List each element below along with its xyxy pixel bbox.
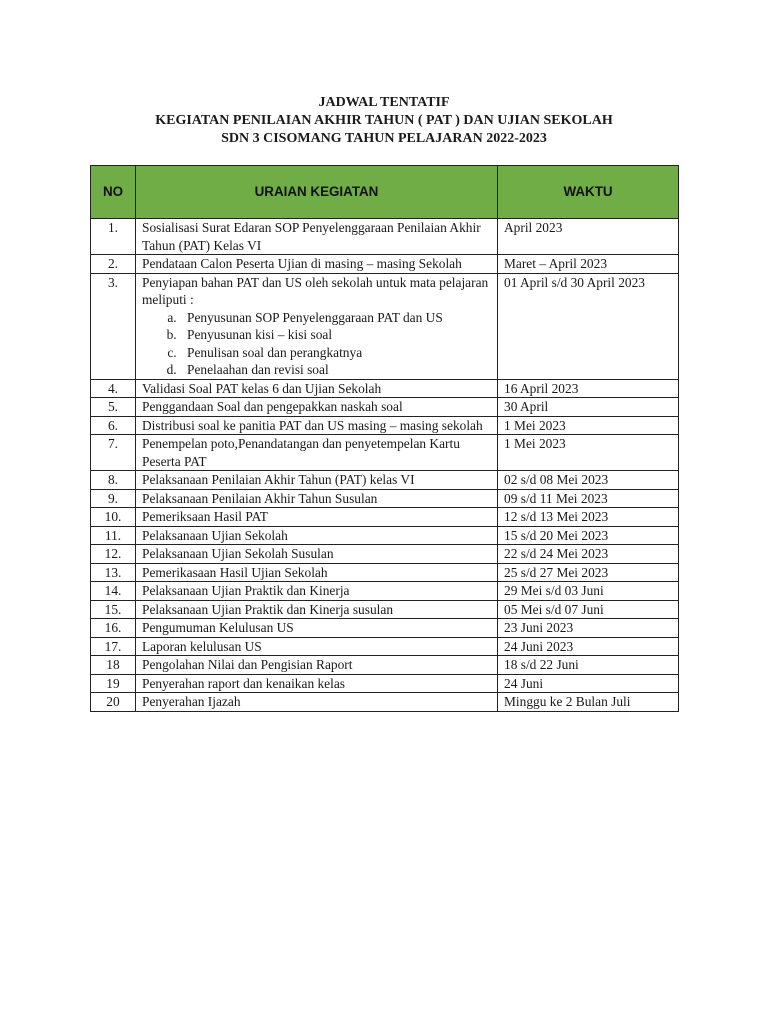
row-kegiatan — [136, 563, 498, 582]
row-number: 5. — [91, 398, 136, 417]
kegiatan-text: Distribusi soal ke panitia PAT dan US masing – masing sekolah — [142, 417, 483, 433]
table-row — [91, 379, 679, 398]
row-number: 11. — [91, 526, 136, 545]
row-waktu: 1 Mei 2023 — [498, 435, 679, 471]
row-kegiatan — [136, 255, 498, 274]
row-number: 6. — [91, 416, 136, 435]
table-row — [91, 435, 679, 471]
row-number: 13. — [91, 563, 136, 582]
title-line-2: KEGIATAN PENILAIAN AKHIR TAHUN ( PAT ) DAN UJIAN SEKOLAH — [155, 113, 613, 128]
row-waktu: 16 April 2023 — [498, 379, 679, 398]
row-number: 1. — [91, 219, 136, 255]
row-number: 3. — [91, 273, 136, 379]
row-kegiatan — [136, 545, 498, 564]
row-waktu: 09 s/d 11 Mei 2023 — [498, 489, 679, 508]
row-kegiatan — [136, 416, 498, 435]
sublist-item: d. Penelaahan dan revisi soal — [180, 361, 491, 379]
row-waktu: 23 Juni 2023 — [498, 619, 679, 638]
table-header-row — [91, 166, 679, 219]
row-kegiatan — [136, 637, 498, 656]
title-line-1: JADWAL TENTATIF — [318, 95, 450, 110]
kegiatan-sublist — [142, 309, 491, 379]
header-kegiatan: URAIAN KEGIATAN — [136, 166, 498, 219]
table-row — [91, 582, 679, 601]
row-number: 9. — [91, 489, 136, 508]
row-waktu: 05 Mei s/d 07 Juni — [498, 600, 679, 619]
table-row — [91, 508, 679, 527]
kegiatan-text: Pengolahan Nilai dan Pengisian Raport — [142, 657, 353, 672]
row-kegiatan — [136, 379, 498, 398]
row-waktu: 25 s/d 27 Mei 2023 — [498, 563, 679, 582]
kegiatan-text: Laporan kelulusan US — [142, 638, 262, 654]
kegiatan-text: Penyerahan raport dan kenaikan kelas — [142, 675, 346, 691]
row-number: 4. — [91, 379, 136, 398]
kegiatan-text: Validasi Soal PAT kelas 6 dan Ujian Sekolah — [142, 380, 382, 396]
row-number: 20 — [91, 693, 136, 712]
kegiatan-text: Penempelan poto,Penandatangan dan penyetempelan Kartu Peserta PAT — [142, 436, 460, 469]
row-kegiatan — [136, 435, 498, 471]
row-waktu: April 2023 — [498, 219, 679, 255]
row-number: 18 — [91, 656, 136, 675]
document-title — [0, 94, 768, 148]
table-row — [91, 619, 679, 638]
schedule-table — [90, 165, 679, 712]
kegiatan-text: Pelaksanaan Ujian Praktik dan Kinerja susulan — [142, 601, 394, 617]
table-row — [91, 637, 679, 656]
table-row — [91, 656, 679, 675]
kegiatan-text: Sosialisasi Surat Edaran SOP Penyelenggaraan Penilaian Akhir Tahun (PAT) Kelas VI — [142, 220, 481, 253]
row-number: 2. — [91, 255, 136, 274]
row-kegiatan — [136, 489, 498, 508]
kegiatan-text: Pelaksanaan Penilaian Akhir Tahun Susulan — [142, 490, 378, 506]
kegiatan-text: Pelaksanaan Ujian Sekolah Susulan — [142, 546, 334, 561]
kegiatan-text: Pendataan Calon Peserta Ujian di masing – masing Sekolah — [142, 256, 462, 271]
table-row — [91, 600, 679, 619]
row-kegiatan — [136, 600, 498, 619]
row-kegiatan — [136, 693, 498, 712]
table-row — [91, 674, 679, 693]
row-waktu: 24 Juni — [498, 674, 679, 693]
table-row — [91, 693, 679, 712]
table-row — [91, 219, 679, 255]
row-waktu: Maret – April 2023 — [498, 255, 679, 274]
sublist-item: a. Penyusunan SOP Penyelenggaraan PAT dan US — [180, 309, 491, 327]
kegiatan-text: Pelaksanaan Penilaian Akhir Tahun (PAT) kelas VI — [142, 472, 415, 487]
table-row — [91, 489, 679, 508]
row-kegiatan — [136, 398, 498, 417]
table-row — [91, 545, 679, 564]
kegiatan-text: Pelaksanaan Ujian Sekolah — [142, 527, 288, 543]
row-number: 7. — [91, 435, 136, 471]
row-waktu: 24 Juni 2023 — [498, 637, 679, 656]
row-number: 12. — [91, 545, 136, 564]
table-row — [91, 526, 679, 545]
table-row — [91, 416, 679, 435]
row-kegiatan — [136, 656, 498, 675]
row-kegiatan — [136, 219, 498, 255]
kegiatan-text: Penyerahan Ijazah — [142, 694, 241, 709]
kegiatan-text: Penyiapan bahan PAT dan US oleh sekolah untuk mata pelajaran meliputi : — [142, 274, 489, 307]
table-row — [91, 471, 679, 490]
row-kegiatan — [136, 619, 498, 638]
title-line-3: SDN 3 CISOMANG TAHUN PELAJARAN 2022-2023 — [221, 131, 547, 146]
table-row — [91, 563, 679, 582]
row-waktu: Minggu ke 2 Bulan Juli — [498, 693, 679, 712]
row-number: 16. — [91, 619, 136, 638]
row-number: 8. — [91, 471, 136, 490]
kegiatan-text: Pelaksanaan Ujian Praktik dan Kinerja — [142, 583, 350, 598]
row-kegiatan — [136, 674, 498, 693]
sublist-item: c. Penulisan soal dan perangkatnya — [180, 344, 491, 362]
row-waktu: 01 April s/d 30 April 2023 — [498, 273, 679, 379]
table-row — [91, 273, 679, 379]
header-waktu: WAKTU — [498, 166, 679, 219]
row-waktu: 15 s/d 20 Mei 2023 — [498, 526, 679, 545]
row-kegiatan — [136, 471, 498, 490]
row-number: 17. — [91, 637, 136, 656]
row-number: 10. — [91, 508, 136, 527]
kegiatan-text: Penggandaan Soal dan pengepakkan naskah soal — [142, 399, 403, 414]
table-body — [91, 219, 679, 712]
row-waktu: 18 s/d 22 Juni — [498, 656, 679, 675]
kegiatan-text: Pengumuman Kelulusan US — [142, 620, 294, 635]
kegiatan-text: Pemerikasaan Hasil Ujian Sekolah — [142, 564, 328, 580]
row-waktu: 1 Mei 2023 — [498, 416, 679, 435]
row-number: 19 — [91, 674, 136, 693]
row-number: 14. — [91, 582, 136, 601]
row-waktu: 29 Mei s/d 03 Juni — [498, 582, 679, 601]
table-row — [91, 398, 679, 417]
row-kegiatan — [136, 582, 498, 601]
row-kegiatan — [136, 273, 498, 379]
header-no: NO — [91, 166, 136, 219]
row-waktu: 22 s/d 24 Mei 2023 — [498, 545, 679, 564]
row-waktu: 02 s/d 08 Mei 2023 — [498, 471, 679, 490]
row-waktu: 12 s/d 13 Mei 2023 — [498, 508, 679, 527]
row-kegiatan — [136, 508, 498, 527]
row-waktu: 30 April — [498, 398, 679, 417]
row-kegiatan — [136, 526, 498, 545]
table-row — [91, 255, 679, 274]
row-number: 15. — [91, 600, 136, 619]
kegiatan-text: Pemeriksaan Hasil PAT — [142, 509, 268, 524]
sublist-item: b. Penyusunan kisi – kisi soal — [180, 326, 491, 344]
